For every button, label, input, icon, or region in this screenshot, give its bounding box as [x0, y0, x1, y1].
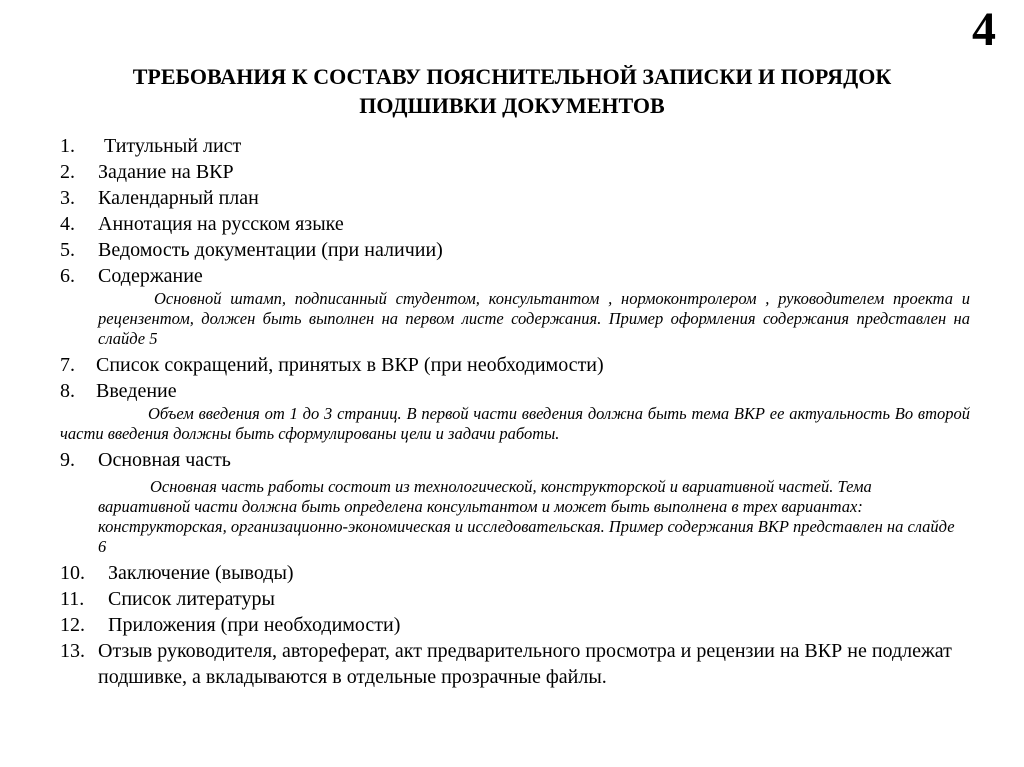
item-number: 12. [60, 614, 85, 636]
item-number: 13. [60, 640, 85, 662]
list-item [60, 612, 970, 638]
list-item [60, 447, 970, 473]
list-item [60, 586, 970, 612]
item-text: Основная часть [98, 449, 231, 471]
list-item [60, 352, 970, 378]
page-title [0, 62, 1024, 120]
item-text: Введение [96, 380, 177, 402]
list-item [60, 263, 970, 289]
note-contents-text: Основной штамп, подписанный студентом, консультантом , нормоконтролером , руководителем проекта и рецензентом, должен быть выполнен на первом листе содержания. Пример оформления содержания представлен на слайде 5 [98, 289, 970, 348]
item-text: Содержание [98, 265, 203, 287]
item-text: Задание на ВКР [98, 161, 234, 183]
title-line-1: ТРЕБОВАНИЯ К СОСТАВУ ПОЯСНИТЕЛЬНОЙ ЗАПИСКИ И ПОРЯДОК [132, 64, 892, 89]
list-item [60, 211, 970, 237]
list-item [60, 159, 970, 185]
note-contents [98, 289, 970, 349]
list-item [60, 237, 970, 263]
slide-number: 4 [972, 3, 996, 56]
item-text: Приложения (при необходимости) [108, 614, 401, 636]
item-text: Заключение (выводы) [108, 562, 294, 584]
list-item [60, 185, 970, 211]
item-number: 6. [60, 265, 75, 287]
list-item [60, 378, 970, 404]
item-number: 10. [60, 562, 85, 584]
item-text: Аннотация на русском языке [98, 213, 344, 235]
item-number: 2. [60, 161, 75, 183]
item-number: 9. [60, 449, 75, 471]
note-main-part [98, 477, 958, 557]
item-number: 5. [60, 239, 75, 261]
item-text: Список сокращений, принятых в ВКР (при необходимости) [96, 354, 604, 376]
item-text: Отзыв руководителя, автореферат, акт предварительного просмотра и рецензии на ВКР не подлежат подшивке, а вкладываются в отдельные прозрачные файлы. [98, 640, 952, 688]
note-main-part-text: Основная часть работы состоит из технологической, конструкторской и вариативной частей. Тема вариативной части должна быть определена консультантом и может быть выполнена в трех вариантах: конструкторская, организационно-экономическая и исследовательская. Пример содержания ВКР представлен на слайде 6 [98, 477, 955, 556]
item-text: Титульный лист [104, 135, 242, 157]
list-item [60, 560, 970, 586]
list-item [60, 133, 970, 159]
item-number: 4. [60, 213, 75, 235]
item-number: 7. [60, 354, 75, 376]
requirements-list [60, 133, 970, 690]
note-intro [60, 404, 970, 444]
item-text: Календарный план [98, 187, 259, 209]
item-number: 1. [60, 135, 75, 157]
title-line-2: ПОДШИВКИ ДОКУМЕНТОВ [359, 93, 665, 118]
item-text: Ведомость документации (при наличии) [98, 239, 443, 261]
list-item [60, 638, 970, 690]
item-number: 11. [60, 588, 85, 610]
item-number: 3. [60, 187, 75, 209]
note-intro-text: Объем введения от 1 до 3 страниц. В первой части введения должна быть тема ВКР ее актуальность Во второй части введения должны быть сформулированы цели и задачи работы. [60, 404, 970, 443]
item-number: 8. [60, 380, 75, 402]
item-text: Список литературы [108, 588, 275, 610]
